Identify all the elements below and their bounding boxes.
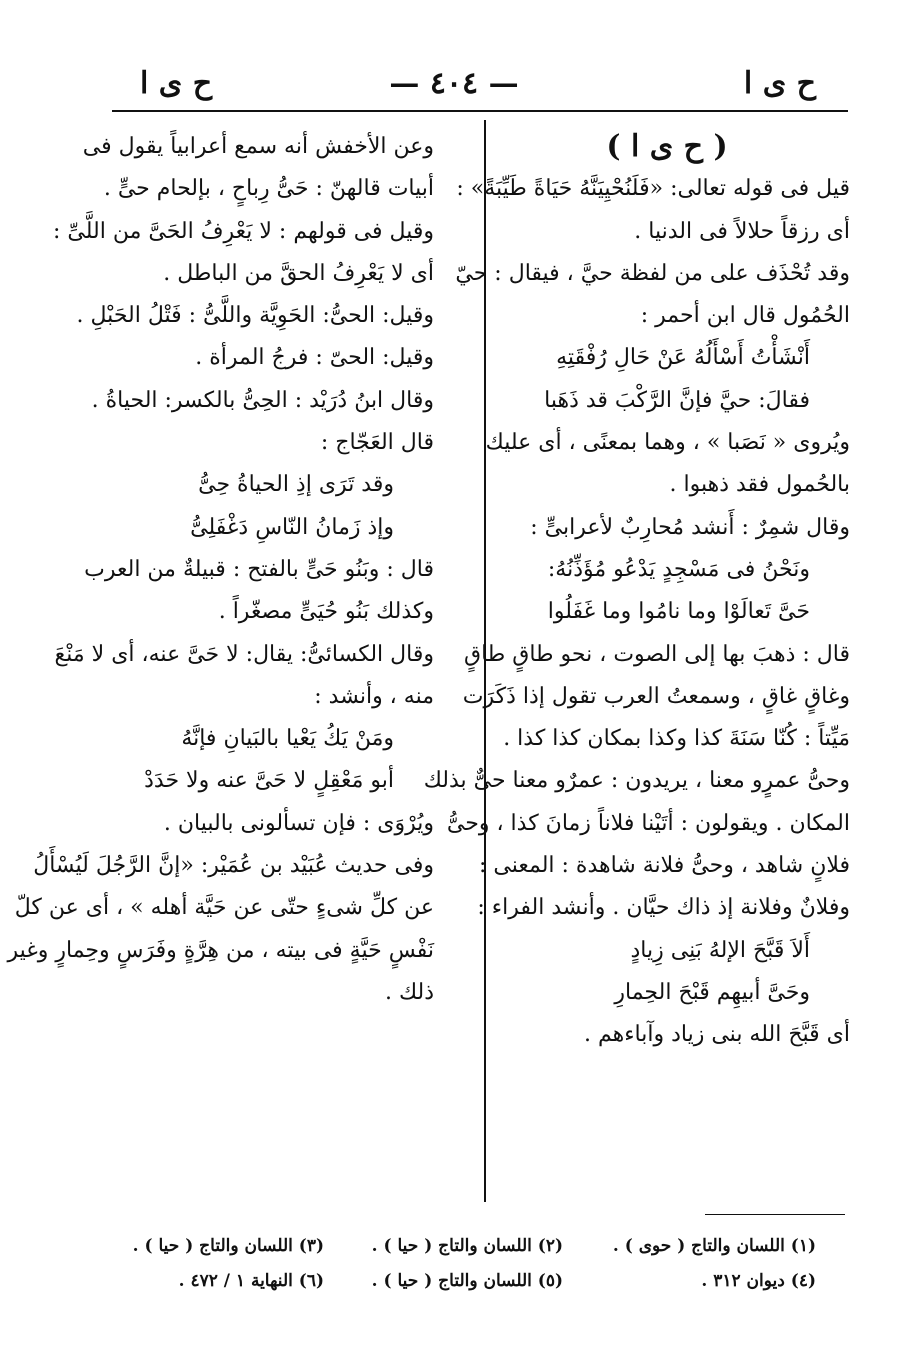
page-number: — ٤٠٤ —	[389, 66, 519, 101]
verse-line: ومَنْ يَكُ يَعْيا بالبَيانِ فإنَّهُ	[181, 726, 394, 752]
footnote-3: (٣) اللسان والتاج ( حيا ) .	[132, 1236, 324, 1256]
header-root-right: ح ى ا	[743, 66, 816, 101]
verse-line: وحَىَّ أبيهِم قَبْحَ الحِمارِ	[614, 979, 810, 1005]
text-line: بالحُمول فقد ذهبوا .	[669, 472, 850, 498]
footnote-5: (٥) اللسان والتاج ( حيا ) .	[371, 1271, 563, 1291]
text-line: وفى حديث عُبَيْد بن عُمَيْر: «إنَّ الرَّجُلَ لَيُسْأَلُ	[33, 853, 434, 879]
text-line: أى رزقاً حلالاً فى الدنيا .	[634, 218, 850, 244]
footnote-6: (٦) النهاية ١ / ٤٧٢ .	[178, 1271, 324, 1291]
text-line: ذلك .	[384, 979, 434, 1005]
header-rule	[112, 110, 848, 112]
footnote-2: (٢) اللسان والتاج ( حيا ) .	[371, 1236, 563, 1256]
entry-title: ( ح ى ا )	[606, 129, 728, 164]
verse-line: أَنْشَأْتُ أَسْأَلُهُ عَنْ حَالِ رُفْقَتِهِ	[556, 345, 810, 371]
text-line: قيل فى قوله تعالى: «فَلَنُحْيِيَنَّهُ حَيَاةً طَيِّبَةً» :	[456, 176, 850, 202]
text-line: وقيل فى قولهم : لا يَعْرِفُ الحَىَّ من اللَّىِّ :	[53, 218, 434, 244]
text-line: عن كلِّ شىءٍ حتّى عن حَيَّة أهله » ، أى عن كلّ	[14, 895, 434, 921]
header-root-left: ح ى ا	[140, 66, 213, 101]
verse-line: فقالَ: حيَّ فإنَّ الرَّكْبَ قد ذَهَبا	[544, 387, 810, 413]
text-line: أبيات قالهنّ : حَىُّ رِباحٍ ، بإلحام حىٍّ .	[103, 176, 434, 202]
text-line: قال العَجّاج :	[320, 430, 434, 456]
text-line: وفلانٌ وفلانة إذ ذاك حيَّان . وأنشد الفراء :	[477, 895, 850, 921]
text-line: الحُمُول قال ابن أحمر :	[640, 303, 850, 329]
verse-line: ونَحْنُ فى مَسْجِدٍ يَدْعُو مُؤَذِّنُهُ:	[547, 556, 810, 582]
text-line: المكان . ويقولون : أتَيْنا فلاناً زمانَ كذا ، وحىُّ	[446, 810, 850, 836]
text-line: نَفْسٍ حَيَّةٍ فى بيته ، من هِرَّةٍ وفَرَسٍ وحِمارٍ وغير	[7, 937, 434, 963]
verse-line: أَلاَ قَبَّحَ الإلهُ بَنِى زِيادٍ	[630, 937, 810, 963]
right-column	[423, 129, 850, 1063]
text-line: أى لا يَعْرِفُ الحقَّ من الباطل .	[163, 260, 434, 286]
text-line: وكذلك بَنُو حُيَىٍّ مصغّراً .	[218, 599, 434, 625]
text-line: وعن الأخفش أنه سمع أعرابياً يقول فى	[82, 134, 434, 159]
verse-line: وقد تَرَى إذِ الحياةُ حِىُّ	[198, 472, 394, 498]
footnote-4: (٤) ديوان ٣١٢ .	[701, 1271, 816, 1291]
text-line: وقال الكسائىُّ: يقال: لا حَىَّ عنه، أى لا مَنْعَ	[54, 641, 434, 667]
text-line: قال : وبَنُو حَىٍّ بالفتح : قبيلةٌ من العرب	[84, 556, 434, 582]
text-line: وقال شمِرٌ : أَنشد مُحارِبٌ لأعرابىٍّ :	[530, 514, 850, 540]
verse-line: وإذ زَمانُ النّاسِ دَغْفَلِىُّ	[190, 514, 394, 540]
text-line: مَيِّتاً : كُنّا سَنَةَ كذا وكذا بمكان كذا كذا .	[503, 726, 850, 752]
text-line: وقد تُحْذَف على من لفظة حيَّ ، فيقال : حيّ	[455, 260, 850, 286]
text-line: وغاقٍ غاقٍ ، وسمعتُ العرب تقول إذا ذَكَرَت	[462, 683, 850, 709]
text-line: قال : ذهبَ بها إلى الصوت ، نحو طاقٍ طاقٍ	[464, 641, 850, 667]
footnote-1: (١) اللسان والتاج ( حوى ) .	[612, 1236, 816, 1256]
text-line: ويُروى « نَصَبا » ، وهما بمعنًى ، أى عليك	[485, 430, 850, 456]
verse-line: حَىَّ تَعالَوْا وما نامُوا وما غَفَلُوا	[547, 599, 810, 625]
text-line: منه ، وأنشد :	[314, 683, 434, 709]
text-line: وحىُّ عمرٍو معنا ، يريدون : عمرٌو معنا حىٌّ بذلك	[423, 768, 850, 794]
footnote-rule	[705, 1214, 845, 1215]
text-line: أى قَبَّحَ الله بنى زياد وآباءهم .	[583, 1022, 850, 1048]
text-line: وقيل: الحىُّ: الحَوِيَّة واللَّىُّ : فَتْلُ الحَبْلِ .	[76, 303, 434, 329]
text-line: ويُرْوَى : فإن تسألونى بالبيان .	[163, 810, 434, 836]
text-line: فلانٍ شاهد ، وحىُّ فلانة شاهدة : المعنى :	[478, 853, 850, 879]
text-line: وقيل: الحىّ : فرجُ المرأة .	[195, 345, 434, 371]
text-line: وقال ابنُ دُرَيْد : الحِىُّ بالكسر: الحياةُ .	[91, 387, 434, 413]
verse-line: أبو مَعْقِلٍ لا حَىَّ عنه ولا حَدَدْ	[144, 768, 394, 794]
left-column	[7, 132, 434, 1020]
